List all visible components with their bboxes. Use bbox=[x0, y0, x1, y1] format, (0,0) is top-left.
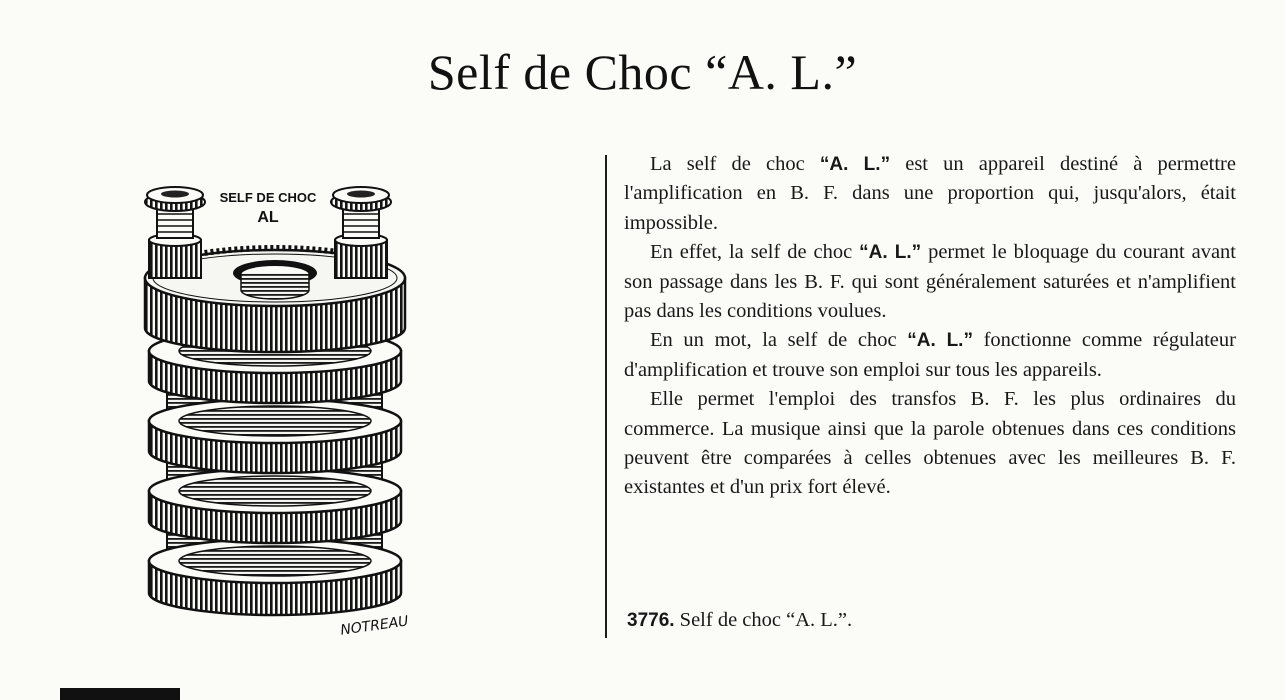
left-terminal-screw bbox=[145, 187, 205, 278]
product-name-emphasis: “A. L.” bbox=[859, 242, 922, 264]
coil-disc-5 bbox=[149, 539, 401, 615]
right-terminal-screw bbox=[331, 187, 391, 278]
paragraph-text: En un mot, la self de choc bbox=[650, 329, 908, 352]
paragraph-text: est un appareil destiné à permettre l'amplification en B. F. dans une proportion qui, jusqu'alors, était impossible. bbox=[624, 153, 1236, 234]
product-name-emphasis: “A. L.” bbox=[907, 330, 973, 352]
coil-disc-4 bbox=[149, 469, 401, 543]
paragraph-4 bbox=[624, 385, 1236, 503]
device-label-line2: AL bbox=[257, 209, 279, 226]
device-label-line1: SELF DE CHOC bbox=[219, 190, 317, 205]
catalog-description: Self de choc “A. L.”. bbox=[674, 609, 853, 631]
artist-signature: NOTREAU bbox=[339, 613, 410, 639]
product-name-emphasis: “A. L.” bbox=[819, 154, 891, 175]
paragraph-text: La self de choc bbox=[650, 153, 820, 175]
choke-coil-illustration bbox=[135, 178, 420, 643]
page-title: Self de Choc “A. L.” bbox=[427, 44, 858, 100]
paragraph-3 bbox=[624, 326, 1236, 385]
next-section-fragment bbox=[60, 684, 190, 700]
paragraph-text: Elle permet l'emploi des transfos B. F. les plus ordinaires du commerce. La musique ainsi que la parole obtenues dans ces conditions peuvent être comparées à celles obtenues avec les meilleures B. F. existantes et d'un prix fort élevé. bbox=[624, 388, 1236, 499]
description-text bbox=[624, 150, 1236, 503]
catalog-entry bbox=[627, 606, 852, 635]
coil-disc-3 bbox=[149, 399, 401, 473]
column-divider bbox=[605, 155, 607, 638]
paragraph-text: permet le bloquage du courant avant son passage dans les B. F. qui sont généralement saturées et n'amplifient pas dans les conditions voulues. bbox=[624, 241, 1236, 323]
paragraph-text: En effet, la self de choc bbox=[650, 241, 860, 264]
paragraph-1 bbox=[624, 150, 1236, 238]
catalog-number: 3776. bbox=[627, 610, 675, 631]
paragraph-text: fonctionne comme régulateur d'amplification et trouve son emploi sur tous les appareils. bbox=[624, 329, 1236, 381]
paragraph-2 bbox=[624, 238, 1236, 326]
